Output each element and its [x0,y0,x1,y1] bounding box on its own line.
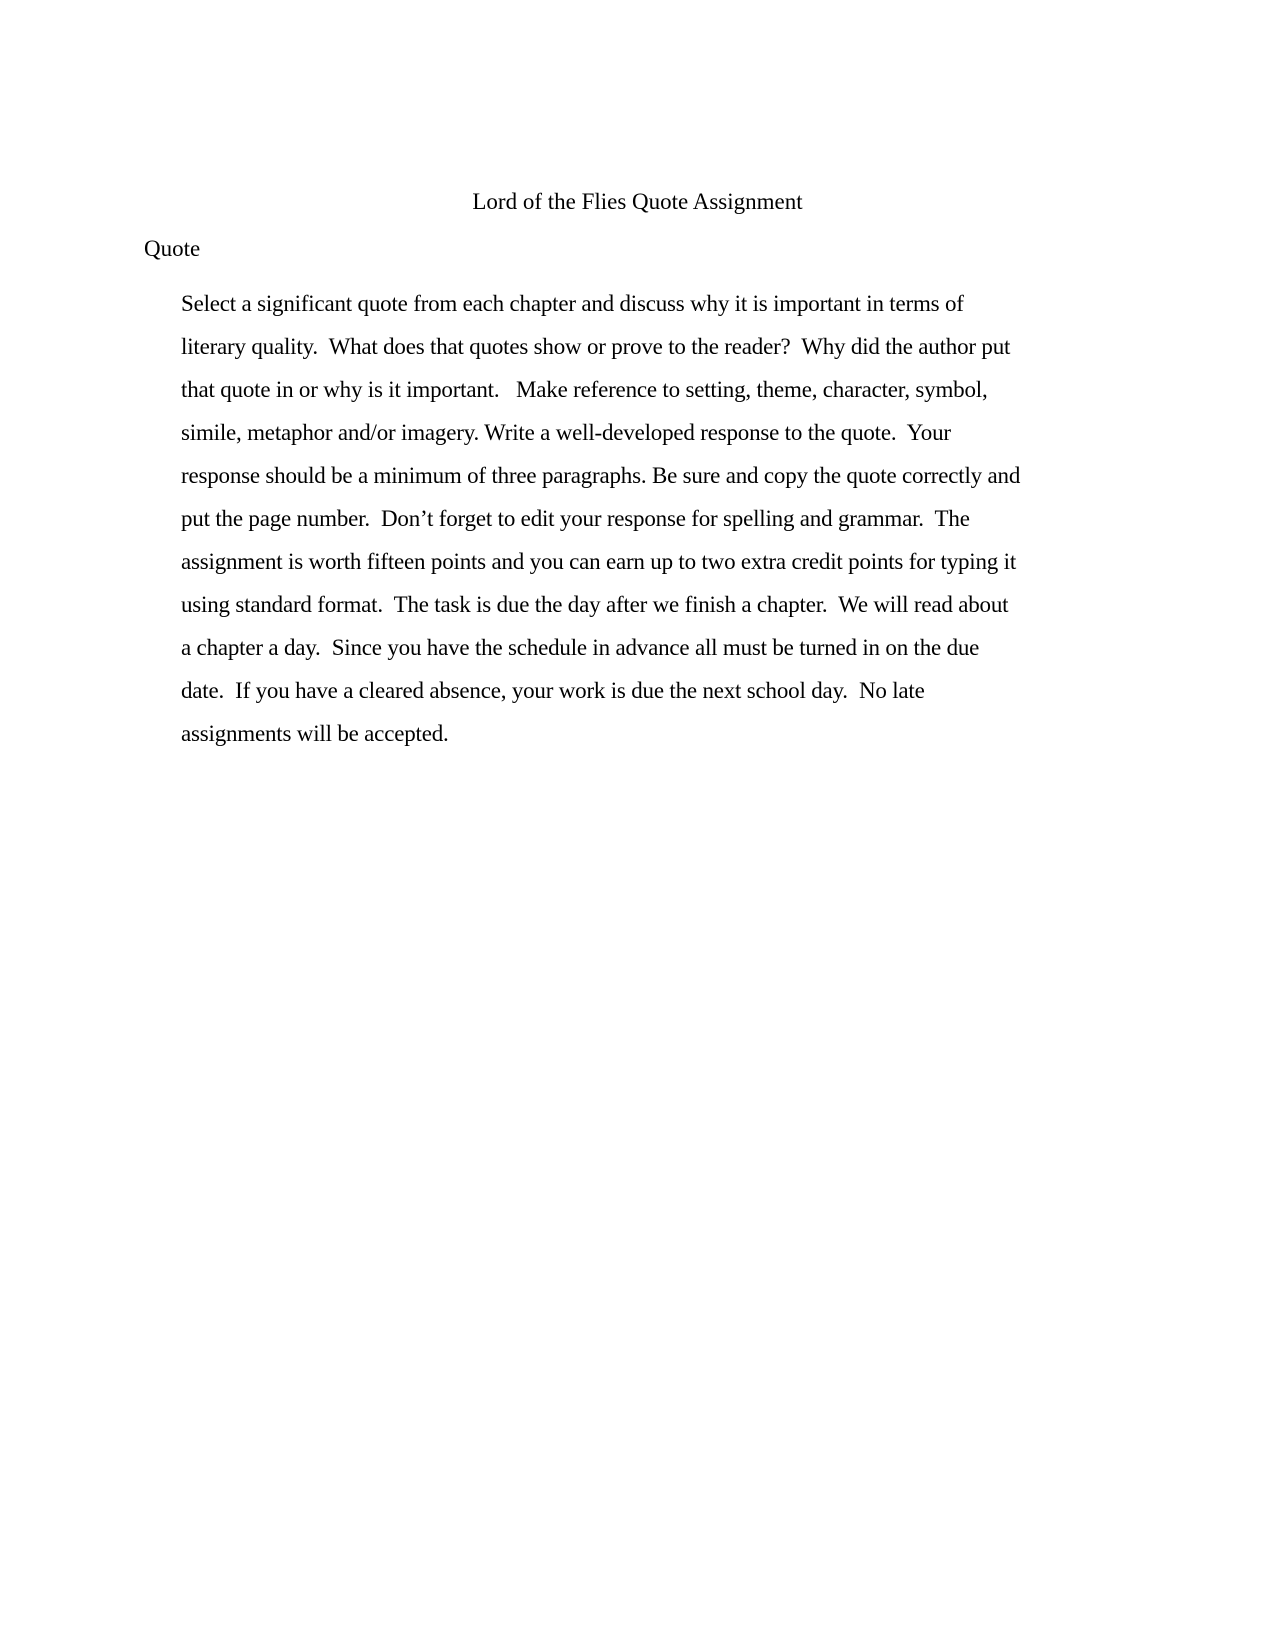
paragraph-line: response should be a minimum of three paragraphs. Be sure and copy the quote correctly and [181,463,1021,488]
paragraph-line: date. If you have a cleared absence, your work is due the next school day. No late [181,678,925,703]
paragraph-line: using standard format. The task is due the day after we finish a chapter. We will read about [181,592,1009,617]
paragraph-line: Select a significant quote from each chapter and discuss why it is important in terms of [181,291,964,316]
paragraph-line: put the page number. Don’t forget to edit your response for spelling and grammar. The [181,506,970,531]
paragraph-line: a chapter a day. Since you have the schedule in advance all must be turned in on the due [181,635,980,660]
paragraph-line: assignment is worth fifteen points and you can earn up to two extra credit points for typing it [181,549,1017,574]
paragraph-line: simile, metaphor and/or imagery. Write a well-developed response to the quote. Your [181,420,951,445]
paragraph-line: that quote in or why is it important. Make reference to setting, theme, character, symbol, [181,377,988,402]
paragraph-line: assignments will be accepted. [181,721,449,746]
section-heading-quote: Quote [144,236,201,261]
document-title: Lord of the Flies Quote Assignment [472,189,803,214]
assignment-paragraph [181,282,1020,755]
paragraph-line: literary quality. What does that quotes show or prove to the reader? Why did the author put [181,334,1011,359]
